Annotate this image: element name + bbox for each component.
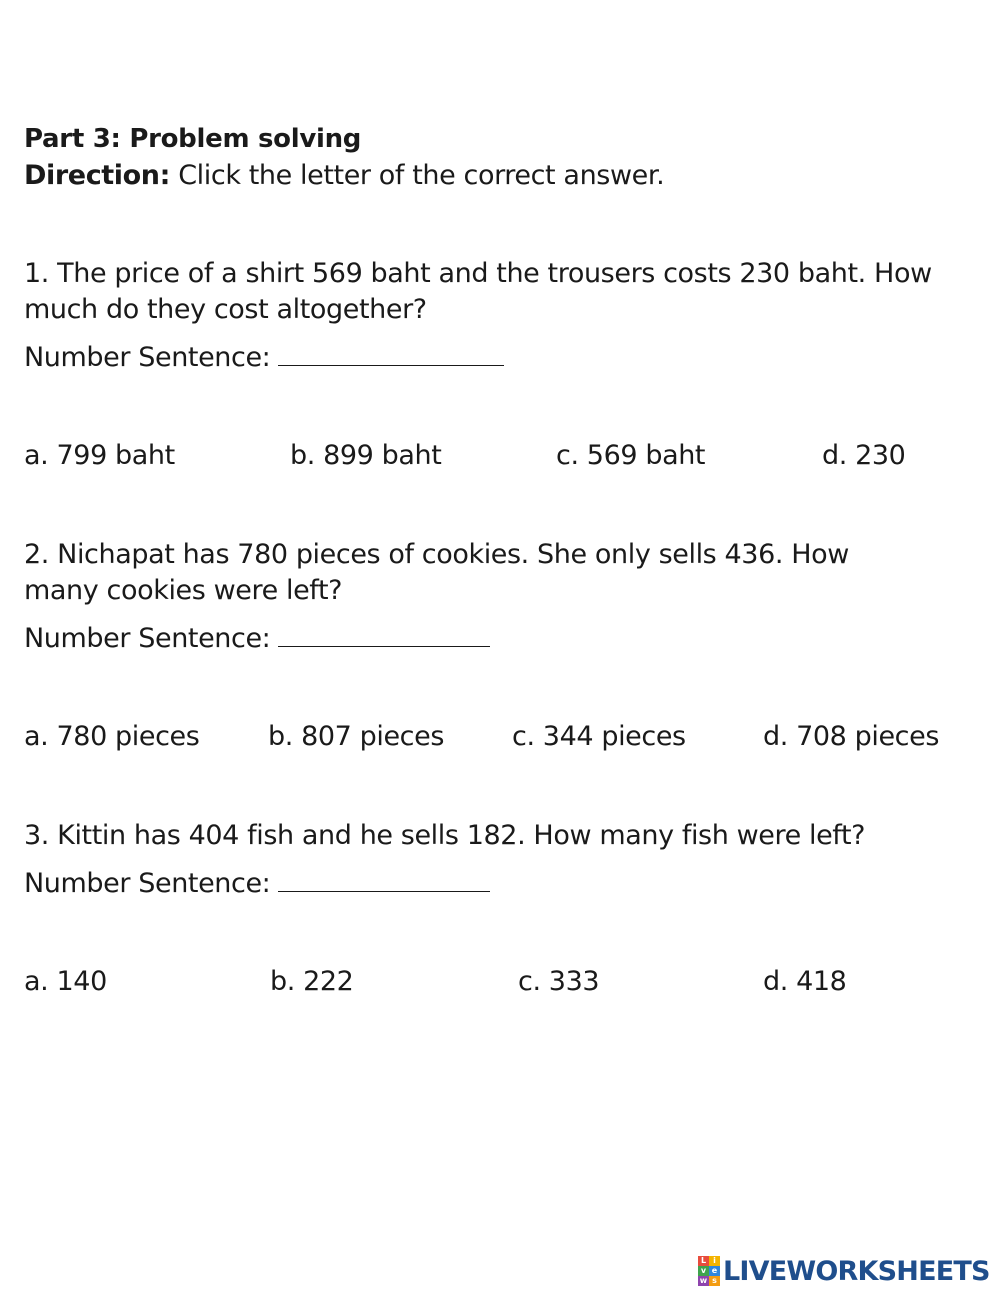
number-sentence-blank[interactable] bbox=[278, 343, 504, 366]
question-2-line-1: 2. Nichapat has 780 pieces of cookies. She only sells 436. How bbox=[24, 539, 849, 570]
question-1-option-c[interactable]: c. 569 baht bbox=[556, 440, 706, 471]
logo-tile: L bbox=[698, 1256, 709, 1266]
question-2-line-2: many cookies were left? bbox=[24, 575, 343, 606]
logo-tile: i bbox=[709, 1256, 720, 1266]
page-title: Part 3: Problem solving bbox=[24, 124, 362, 154]
number-sentence-label: Number Sentence: bbox=[24, 868, 271, 899]
direction-line bbox=[24, 160, 664, 191]
question-1-text bbox=[24, 256, 932, 328]
question-3-option-b[interactable]: b. 222 bbox=[270, 966, 354, 997]
question-1-option-b[interactable]: b. 899 baht bbox=[290, 440, 442, 471]
liveworksheets-logo bbox=[698, 1254, 990, 1288]
question-1-option-a[interactable]: a. 799 baht bbox=[24, 440, 175, 471]
question-3-number-sentence bbox=[24, 868, 490, 899]
logo-tile: e bbox=[709, 1266, 720, 1276]
question-3-line-1: 3. Kittin has 404 fish and he sells 182. How many fish were left? bbox=[24, 820, 866, 851]
question-1-number-sentence bbox=[24, 342, 504, 373]
question-2-option-d[interactable]: d. 708 pieces bbox=[763, 721, 939, 752]
question-2-number-sentence bbox=[24, 623, 490, 654]
question-1-line-2: much do they cost altogether? bbox=[24, 294, 427, 325]
logo-text: LIVEWORKSHEETS bbox=[723, 1255, 990, 1287]
logo-tile: w bbox=[699, 1276, 708, 1285]
question-2-option-a[interactable]: a. 780 pieces bbox=[24, 721, 200, 752]
question-1-line-1: 1. The price of a shirt 569 baht and the trousers costs 230 baht. How bbox=[24, 258, 932, 289]
question-3-option-d[interactable]: d. 418 bbox=[763, 966, 847, 997]
logo-tile: v bbox=[698, 1266, 709, 1276]
question-2-option-b[interactable]: b. 807 pieces bbox=[268, 721, 444, 752]
question-3-text bbox=[24, 818, 865, 854]
liveworksheets-logo-icon bbox=[698, 1256, 720, 1286]
number-sentence-blank[interactable] bbox=[278, 869, 490, 892]
question-3-option-c[interactable]: c. 333 bbox=[518, 966, 600, 997]
number-sentence-blank[interactable] bbox=[278, 624, 490, 647]
logo-tile: s bbox=[709, 1276, 720, 1286]
question-2-option-c[interactable]: c. 344 pieces bbox=[512, 721, 686, 752]
direction-label: Direction: bbox=[24, 160, 171, 191]
question-1-option-d[interactable]: d. 230 bbox=[822, 440, 906, 471]
number-sentence-label: Number Sentence: bbox=[24, 623, 271, 654]
question-3-option-a[interactable]: a. 140 bbox=[24, 966, 107, 997]
direction-text: Click the letter of the correct answer. bbox=[170, 160, 665, 191]
question-2-text bbox=[24, 537, 849, 609]
number-sentence-label: Number Sentence: bbox=[24, 342, 271, 373]
